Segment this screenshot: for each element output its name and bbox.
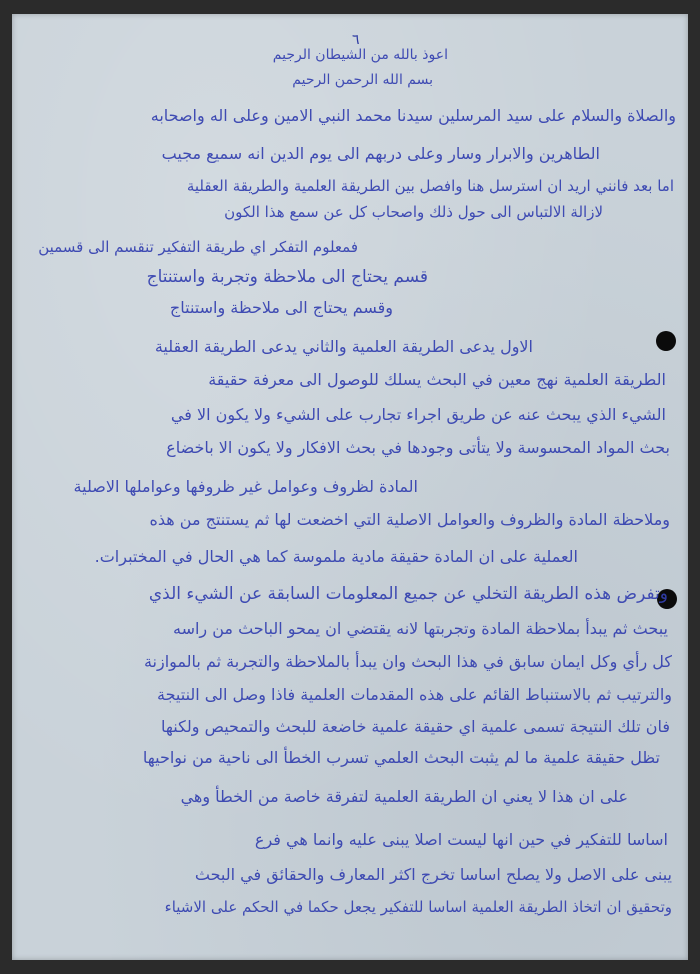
handwritten-line: على ان هذا لا يعني ان الطريقة العلمية لتفرقة خاصة من الخطأ وهي — [180, 787, 628, 806]
handwritten-line: بسم الله الرحمن الرحيم — [292, 72, 433, 88]
handwritten-line: اساسا للتفكير في حين انها ليست اصلا يبنى عليه وانما هي فرع — [254, 830, 668, 849]
handwritten-line: تظل حقيقة علمية ما لم يثبت البحث العلمي تسرب الخطأ الى ناحية من نواحيها — [142, 748, 660, 767]
handwritten-line: وقسم يحتاج الى ملاحظة واستنتاج — [169, 298, 393, 317]
handwritten-line: كل رأي وكل ايمان سابق في هذا البحث وان يبدأ بالملاحظة والتجربة ثم بالموازنة — [143, 652, 672, 671]
handwritten-line: وتحقيق ان اتخاذ الطريقة العلمية اساسا للتفكير يجعل حكما في الحكم على الاشياء — [164, 898, 672, 916]
handwritten-line: وتفرض هذه الطريقة التخلي عن جميع المعلومات السابقة عن الشيء الذي — [148, 584, 668, 604]
handwritten-line: فمعلوم التفكر اي طريقة التفكير تنقسم الى قسمين — [38, 238, 358, 256]
handwritten-line: المادة لظروف وعوامل غير ظروفها وعواملها الاصلية — [73, 477, 418, 496]
handwritten-line: اما بعد فانني اريد ان استرسل هنا وافصل بين الطريقة العلمية والطريقة العقلية — [186, 177, 674, 195]
handwritten-line: يبنى على الاصل ولا يصلح اساسا تخرج اكثر المعارف والحقائق في البحث — [194, 865, 672, 884]
handwritten-line: لازالة الالتباس الى حول ذلك واصحاب كل عن سمع هذا الكون — [224, 203, 603, 221]
punch-hole — [656, 331, 676, 351]
handwritten-line: والترتيب ثم بالاستنباط القائم على هذه المقدمات العلمية فاذا وصل الى النتيجة — [157, 685, 672, 704]
handwritten-line: العملية على ان المادة حقيقة مادية ملموسة كما هي الحال في المختبرات. — [94, 547, 578, 566]
handwritten-line: الطريقة العلمية نهج معين في البحث يسلك للوصول الى معرفة حقيقة — [208, 370, 666, 389]
handwritten-line: الاول يدعى الطريقة العلمية والثاني يدعى الطريقة العقلية — [154, 337, 533, 356]
paper-sheet — [12, 14, 688, 960]
handwritten-line: قسم يحتاج الى ملاحظة وتجربة واستنتاج — [146, 267, 428, 287]
handwritten-line: اعوذ بالله من الشيطان الرجيم — [272, 47, 448, 63]
handwritten-line: يبحث ثم يبدأ بملاحظة المادة وتجربتها لانه يقتضي ان يمحو الباحث من راسه — [172, 619, 668, 638]
handwritten-line: بحث المواد المحسوسة ولا يتأتى وجودها في بحث الافكار ولا يكون الا باخضاع — [166, 438, 670, 457]
handwritten-line: فان تلك النتيجة تسمى علمية اي حقيقة علمية خاضعة للبحث والتمحيص ولكنها — [160, 717, 670, 736]
handwritten-line: الشيء الذي يبحث عنه عن طريق اجراء تجارب على الشيء ولا يكون الا في — [170, 405, 666, 424]
handwritten-line: الطاهرين والابرار وسار وعلى دربهم الى يوم الدين انه سميع مجيب — [161, 144, 600, 163]
page-number: ٦ — [352, 32, 360, 48]
handwritten-line: وملاحظة المادة والظروف والعوامل الاصلية التي اخضعت لها ثم يستنتج من هذه — [149, 510, 670, 529]
handwritten-line: والصلاة والسلام على سيد المرسلين سيدنا محمد النبي الامين وعلى اله واصحابه — [150, 106, 676, 125]
